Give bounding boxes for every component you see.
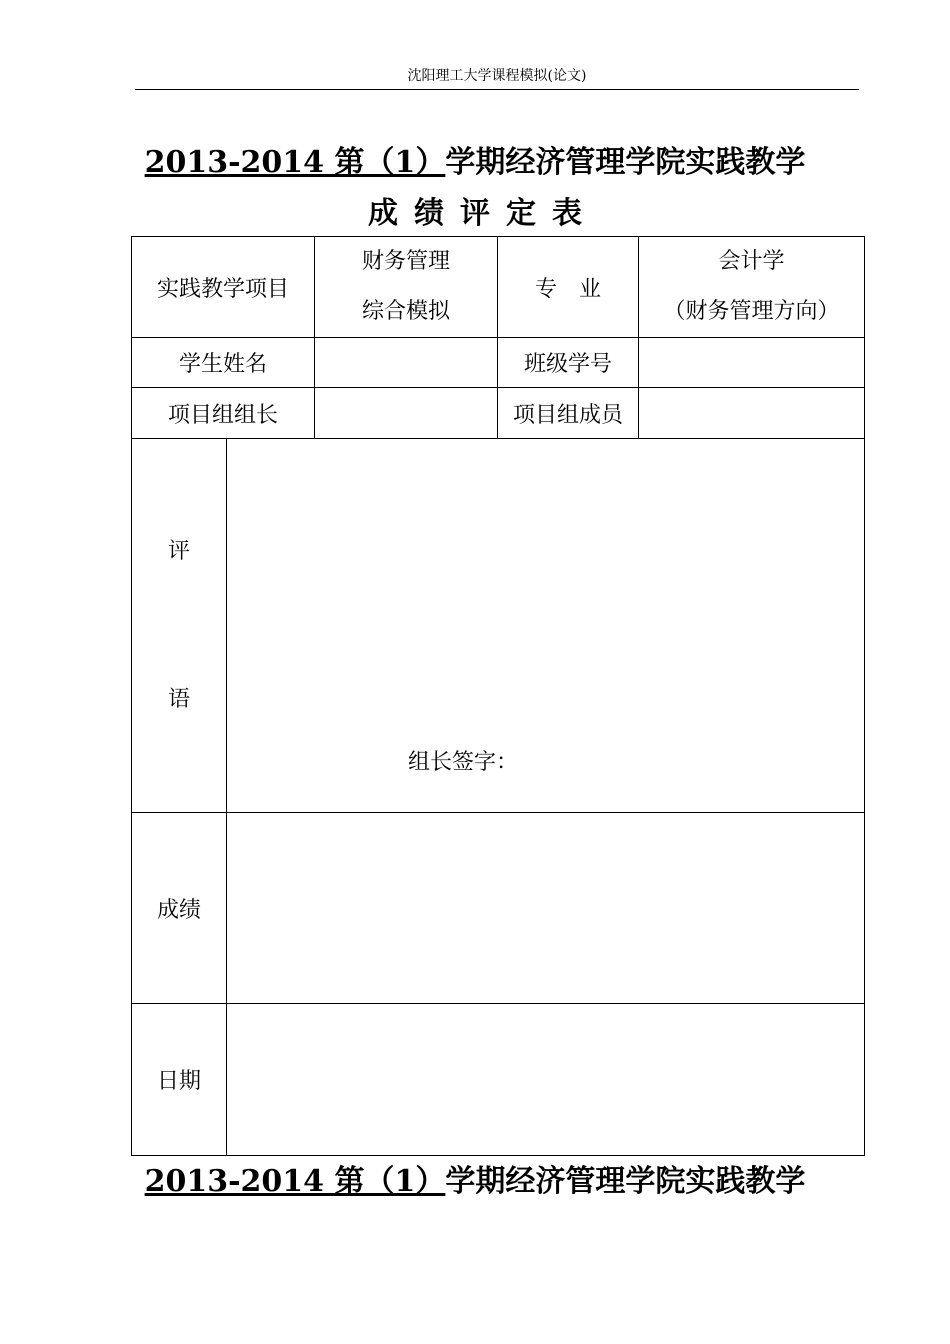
- class-id-label: 班级学号: [498, 338, 639, 388]
- comment-label-char1: 评: [167, 538, 190, 564]
- leader-signature-label: 组长签字：: [408, 750, 519, 775]
- leader-label: 项目组组长: [132, 388, 315, 439]
- date-field[interactable]: [227, 1004, 865, 1156]
- major-value-line2: （财务管理方向）: [663, 299, 840, 324]
- comment-label-char2: 语: [167, 686, 190, 712]
- student-name-label: 学生姓名: [132, 338, 315, 388]
- class-id-field[interactable]: [639, 338, 865, 388]
- form-subtitle: 成绩评定表: [368, 196, 598, 231]
- header-divider: [135, 89, 859, 90]
- page-header: 沈阳理工大学课程模拟(论文): [407, 68, 587, 84]
- major-value-line1: 会计学: [718, 249, 785, 274]
- student-name-field[interactable]: [315, 338, 498, 388]
- title-department: 学期经济管理学院实践教学: [445, 145, 806, 180]
- project-value-line2: 综合模拟: [362, 299, 451, 324]
- comment-field[interactable]: [227, 439, 865, 813]
- next-form-title: [0, 1162, 950, 1202]
- next-title-department: 学期经济管理学院实践教学: [445, 1164, 806, 1199]
- date-label: 日期: [132, 1004, 227, 1156]
- grade-label: 成绩: [132, 813, 227, 1004]
- members-label: 项目组成员: [498, 388, 639, 439]
- major-value: [639, 237, 865, 338]
- comment-label-gap: [132, 566, 226, 686]
- form-title: [0, 143, 950, 183]
- project-value-line1: 财务管理: [362, 249, 451, 274]
- major-label: 专 业: [498, 237, 639, 338]
- next-title-semester: 2013-2014 第（1）: [144, 1164, 446, 1199]
- title-semester: 2013-2014 第（1）: [144, 145, 446, 180]
- grade-field[interactable]: [227, 813, 865, 1004]
- leader-field[interactable]: [315, 388, 498, 439]
- project-value: [315, 237, 498, 338]
- members-field[interactable]: [639, 388, 865, 439]
- project-label: 实践教学项目: [132, 237, 315, 338]
- grade-evaluation-table: [131, 236, 865, 1156]
- comment-label: [132, 439, 227, 813]
